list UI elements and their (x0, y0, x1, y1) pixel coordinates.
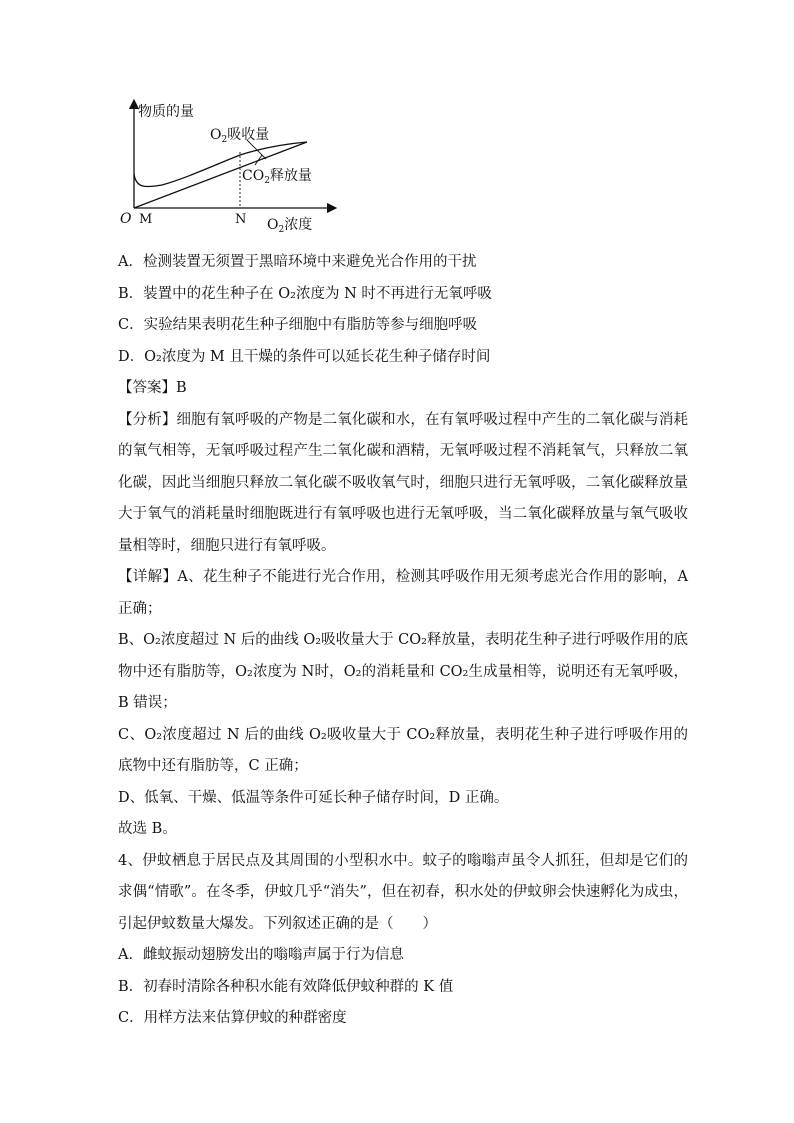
detail-a: 【详解】A、花生种子不能进行光合作用，检测其呼吸作用无须考虑光合作用的影响，A 正确； (118, 569, 688, 617)
question-4-option-c: C．用样方法来估算伊蚊的种群密度 (118, 1010, 347, 1026)
detail-d: D、低氧、干燥、低温等条件可延长种子储存时间，D 正确。 (118, 789, 509, 806)
option-b: B．装置中的花生种子在 O₂浓度为 N 时不再进行无氧呼吸 (118, 285, 492, 302)
question-4-option-b: B．初春时清除各种积水能有效降低伊蚊种群的 K 值 (118, 978, 454, 995)
conclusion: 故选 B。 (118, 821, 177, 837)
tick-n-label: N (235, 212, 247, 227)
analysis-paragraph: 【分析】细胞有氧呼吸的产物是二氧化碳和水，在有氧呼吸过程中产生的二氧化碳与消耗的氧气相等，无氧呼吸过程产生二氧化碳和酒精，无氧呼吸过程不消耗氧气，只释放二氧化碳，因此当细胞只释放二氧化碳不吸收氧气时，细胞只进行无氧呼吸，二氧化碳释放量大于氧气的消耗量时细胞既进行有氧呼吸也进行无氧呼吸，当二氧化碳释放量与氧气吸收量相等时，细胞只进行有氧呼吸。 (118, 411, 688, 554)
o2-curve-label: $O_2$吸收量 (210, 127, 270, 145)
document-body (118, 247, 688, 1035)
option-a: A．检测装置无须置于黑暗环境中来避免光合作用的干扰 (118, 254, 477, 270)
o2-co2-graph (112, 96, 352, 236)
origin-label: O (120, 211, 132, 227)
answer: 【答案】B (118, 380, 187, 396)
y-axis-label: 物质的量 (138, 104, 194, 120)
tick-m-label: M (139, 212, 153, 227)
x-axis-label: $O_2$浓度 (267, 217, 313, 235)
question-4-option-a: A．雌蚊振动翅膀发出的嗡嗡声属于行为信息 (118, 947, 404, 963)
graph-svg (112, 96, 352, 236)
detail-b: B、O₂浓度超过 N 后的曲线 O₂吸收量大于 CO₂释放量，表明花生种子进行呼吸作用的底物中还有脂肪等，O₂浓度为 N时，O₂的消耗量和 CO₂生成量相等，说明还有无氧呼吸，B 错误； (118, 632, 688, 711)
co2-curve-label: $CO_2$释放量 (242, 168, 312, 186)
option-d: D．O₂浓度为 M 且干燥的条件可以延长花生种子储存时间 (118, 348, 491, 365)
question-4-stem: 4、伊蚊栖息于居民点及其周围的小型积水中。蚊子的嗡嗡声虽令人抓狂，但却是它们的求偶“情歌”。在冬季，伊蚊几乎“消失”，但在初春，积水处的伊蚊卵会快速孵化为成虫，引起伊蚊数量大爆发。下列叙述正确的是（ ） (118, 852, 688, 932)
detail-c: C、O₂浓度超过 N 后的曲线 O₂吸收量大于 CO₂释放量，表明花生种子进行呼吸作用的底物中还有脂肪等，C 正确； (118, 726, 688, 774)
option-c: C．实验结果表明花生种子细胞中有脂肪等参与细胞呼吸 (118, 317, 478, 333)
